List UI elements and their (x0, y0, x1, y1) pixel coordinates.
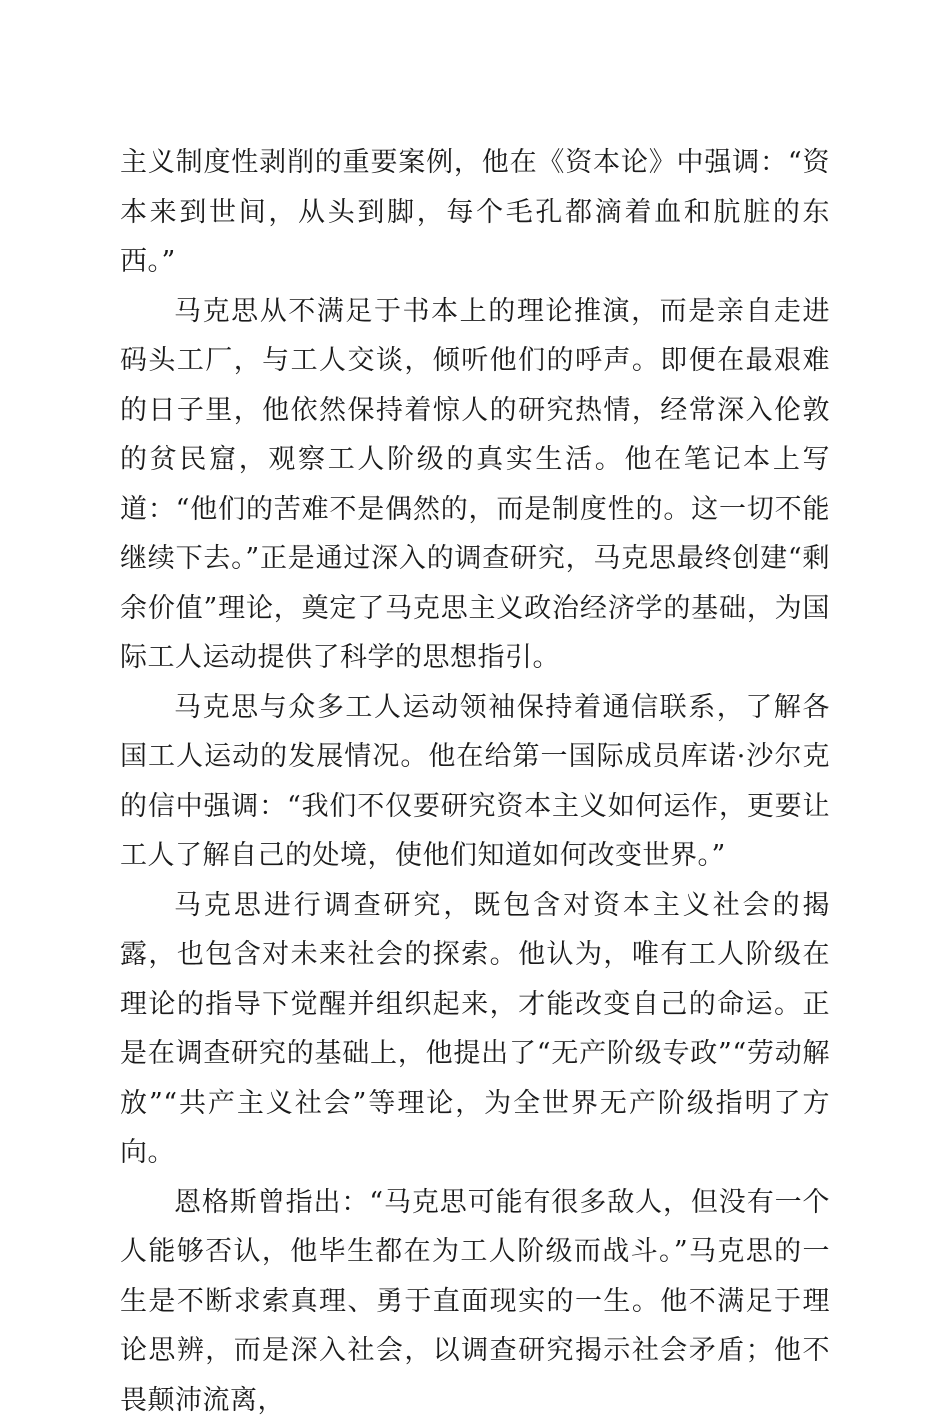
paragraph-field-research: 马克思从不满足于书本上的理论推演，而是亲自走进码头工厂，与工人交谈，倾听他们的呼声。即便在最艰难的日子里，他依然保持着惊人的研究热情，经常深入伦敦的贫民窟，观察工人阶级的真实生活。他在笔记本上写道：“他们的苦难不是偶然的，而是制度性的。这一切不能继续下去。”正是通过深入的调查研究，马克思最终创建“剩余价值”理论，奠定了马克思主义政治经济学的基础，为国际工人运动提供了科学的思想指引。 (120, 287, 830, 683)
paragraph-correspondence: 马克思与众多工人运动领袖保持着通信联系，了解各国工人运动的发展情况。他在给第一国际成员库诺·沙尔克的信中强调：“我们不仅要研究资本主义如何运作，更要让工人了解自己的处境，使他们知道如何改变世界。” (120, 683, 830, 881)
paragraph-future-society: 马克思进行调查研究，既包含对资本主义社会的揭露，也包含对未来社会的探索。他认为，唯有工人阶级在理论的指导下觉醒并组织起来，才能改变自己的命运。正是在调查研究的基础上，他提出了“无产阶级专政”“劳动解放”“共产主义社会”等理论，为全世界无产阶级指明了方向。 (120, 881, 830, 1178)
paragraph-engels-quote: 恩格斯曾指出：“马克思可能有很多敌人，但没有一个人能够否认，他毕生都在为工人阶级而战斗。”马克思的一生是不断求索真理、勇于直面现实的一生。他不满足于理论思辨，而是深入社会，以调查研究揭示社会矛盾；他不畏颠沛流离， (120, 1178, 830, 1425)
paragraph-continuation: 主义制度性剥削的重要案例，他在《资本论》中强调：“资本来到世间，从头到脚，每个毛孔都滴着血和肮脏的东西。” (120, 138, 830, 287)
article-body (120, 138, 830, 1425)
